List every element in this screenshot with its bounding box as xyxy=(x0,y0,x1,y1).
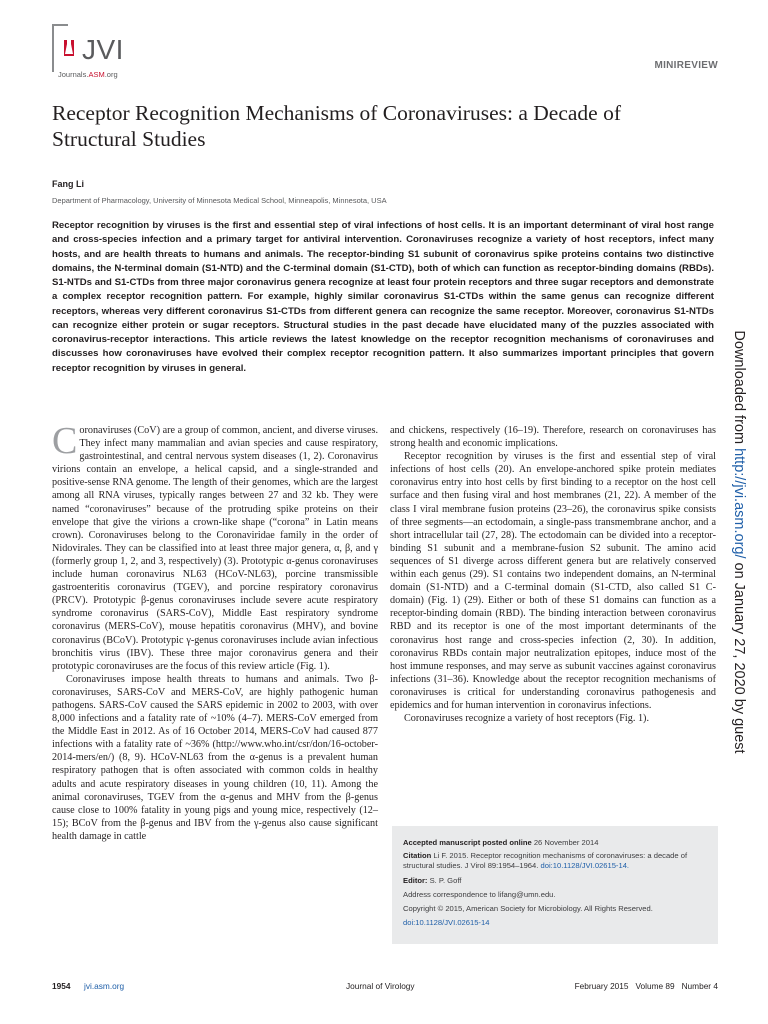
correspondence-line: Address correspondence to lifang@umn.edu. xyxy=(403,890,556,899)
logo-text: JVI xyxy=(82,34,124,65)
section-label: MINIREVIEW xyxy=(654,60,718,71)
body-paragraph: and chickens, respectively (16–19). Therefore, research on coronaviruses has strong health and economic implications. xyxy=(390,425,716,450)
copyright-line: Copyright © 2015, American Society for Microbiology. All Rights Reserved. xyxy=(403,904,653,913)
journal-name: Journal of Virology xyxy=(346,981,415,991)
body-column-left xyxy=(52,420,378,843)
journal-url-link[interactable]: jvi.asm.org xyxy=(84,981,125,991)
body-column-right xyxy=(390,424,716,725)
citation-doi-link[interactable]: doi:10.1128/JVI.02615-14. xyxy=(540,861,630,870)
citation-line: Citation Li F. 2015. Receptor recognition mechanisms of coronaviruses: a decade of structural studies. J Virol 89:1954–1964. doi:10.1128/JVI.02615-14. xyxy=(403,851,688,870)
article-info-box xyxy=(392,826,718,944)
drop-cap: C xyxy=(52,420,78,462)
body-paragraph: Coronaviruses recognize a variety of host receptors (Fig. 1). xyxy=(404,713,649,725)
author-name: Fang Li xyxy=(52,179,84,189)
article-title: Receptor Recognition Mechanisms of Coronaviruses: a Decade of Structural Studies xyxy=(52,101,621,151)
editor-line: Editor: S. P. Goff xyxy=(403,876,462,885)
logo-url: Journals.ASM.org xyxy=(58,70,118,79)
download-note xyxy=(722,315,756,770)
body-paragraph: Coronaviruses impose health threats to humans and animals. Two β-coronaviruses, SARS-CoV and MERS-CoV, are highly pathogenic human pathogens. SARS-CoV caused the SARS epidemic in 2002 to 2003, with over 8,000 infections and a fatality rate of ~10% (4–7). MERS-CoV emerged from the Middle East in 2012. As of 16 October 2014, MERS-CoV had caused 877 infections with a fatality rate of ~36% (http://www.who.int/csr/don/16-october-2014-mers/en/) (8, 9). HCoV-NL63 from the α-genus is a prevalent human respiratory pathogen that is often associated with common colds in healthy adults and acute respiratory diseases in young children (10, 11). Among the animal coronaviruses, TGEV from the α-genus and MHV from the β-genus cause close to 100% fatality in young pigs and young mice, respectively (12–15); BCoV from the β-genus and IBV from the γ-genus also cause significant health damage in cattle xyxy=(52,673,378,842)
paragraph-text: oronaviruses (CoV) are a group of common, ancient, and diverse viruses. They infect many mammalian and avian species and cause respiratory, gastrointestinal, and central nervous system diseases (1, 2). Coronavirus virions contain an envelope, a helical capsid, and a single-stranded and positive-sense RNA genome. The length of their genomes, which are the largest among all RNA viruses, typically ranges between 27 and 32 kb. They were named “coronaviruses” because of the protruding spike proteins on their envelope that give the virions a crown-like shape (“corona” in Latin means crown). Coronaviruses belong to the Coronaviridae family in the order of Nidovirales. They can be classified into at least three major genera, α, β, and γ (formerly group 1, 2, and 3, respectively) (3). Prototypic α-genus coronaviruses include human coronavirus NL63 (HCoV-NL63), porcine transmissible gastroenteritis coronavirus (TGEV), and porcine respiratory coronavirus (PRCV). Prototypic β-genus coronaviruses include severe acute respiratory syndrome coronavirus (SARS-CoV), Middle East respiratory syndrome coronavirus (MERS-CoV), mouse hepatitis coronavirus (MHV), and bovine coronavirus (BCoV). Prototypic γ-genus coronaviruses include avian infectious bronchitis virus (IBV). These three major coronavirus genera and their prototypic coronaviruses are the focus of this review article (Fig. 1). xyxy=(52,425,378,672)
author-affiliation: Department of Pharmacology, University of Minnesota Medical School, Minneapolis, Minnesota, USA xyxy=(52,196,387,205)
flask-icon xyxy=(62,38,78,58)
issue-info: February 2015 Volume 89 Number 4 xyxy=(574,981,718,991)
download-note-text: Downloaded from http://jvi.asm.org/ on January 27, 2020 by guest xyxy=(731,330,747,754)
abstract: Receptor recognition by viruses is the first and essential step of viral infections of host cells. It is an important determinant of viral host range and cross-species infection and a primary target for antiviral intervention. Coronaviruses recognize a variety of host receptors, infect many hosts, and are health threats to humans and animals. The receptor-binding S1 subunit of coronavirus spike proteins contains two distinctive domains, the N-terminal domain (S1-NTD) and the C-terminal domain (S1-CTD), both of which can function as receptor-binding domains (RBDs). S1-NTDs and S1-CTDs from three major coronavirus genera recognize at least four protein receptors and three sugar receptors and demonstrate a complex receptor recognition pattern. For example, highly similar coronavirus S1-CTDs within the same genus can recognize different receptors, whereas very different coronavirus S1-CTDs from different genera can recognize the same receptor. Moreover, coronavirus S1-NTDs can recognize either protein or sugar receptors. Structural studies in the past decade have elucidated many of the puzzles associated with coronavirus-receptor interactions. This article reviews the latest knowledge on the receptor recognition mechanisms of coronaviruses and discusses how coronaviruses have evolved their complex receptor recognition pattern. It also summarizes important principles that govern receptor recognition by viruses in general. xyxy=(52,220,714,374)
body-paragraph xyxy=(52,420,378,673)
download-link[interactable]: http://jvi.asm.org/ xyxy=(731,448,747,559)
doi-link[interactable]: doi:10.1128/JVI.02615-14 xyxy=(403,918,490,927)
page-number: 1954 xyxy=(52,981,71,991)
accepted-line: Accepted manuscript posted online 26 November 2014 xyxy=(403,838,599,847)
journal-logo xyxy=(52,24,130,84)
body-paragraph: Receptor recognition by viruses is the first and essential step of viral infections of host cells (20). An envelope-anchored spike protein mediates coronavirus entry into host cells by first binding to a receptor on the host cell surface and then fusing viral and host membranes (21, 22). A member of the class I viral membrane fusion proteins (23–26), the coronavirus spike consists of three segments—an ectodomain, a single-pass transmembrane anchor, and a short intracellular tail (27, 28). The ectodomain can be divided into a receptor-binding S1 subunit and a membrane-fusion S2 subunit. The amino acid sequences of S1 diverge across different genera but are relatively conserved within each genus (29). S1 contains two independent domains, an N-terminal domain (S1-NTD) and a C-terminal domain (S1-CTD, also called S1 C-domain) (Fig. 1) (29). Either or both of these S1 domains can function as a receptor-binding domain (RBD). The binding interaction between coronavirus RBD and its receptor is one of the most important determinants of the coronavirus host range and cross-species infection (2, 30). In addition, coronavirus RBDs contain major neutralization epitopes, induce most of the host immune responses, and may serve as subunit vaccines against coronavirus infections (31–36). Knowledge about the receptor recognition mechanisms of coronaviruses is critical for understanding coronavirus pathogenesis and epidemics and for human intervention in coronavirus infections. xyxy=(390,451,716,711)
